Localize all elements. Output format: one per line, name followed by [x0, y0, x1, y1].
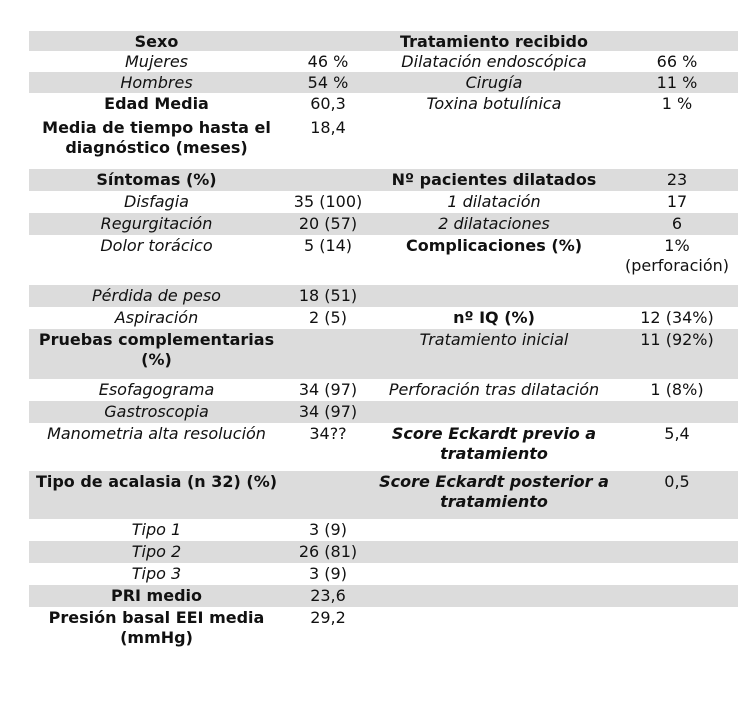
table-cell-c1: PRI medio — [110, 586, 203, 605]
table-cell-c2: 3 (9) — [309, 564, 347, 583]
table-cell-c2: 35 (100) — [293, 192, 363, 211]
table-row — [29, 93, 738, 117]
table-cell-c3: Score Eckardt posterior a tratamiento — [379, 472, 609, 511]
table-cell-c4: 66 % — [656, 52, 698, 71]
table-cell-c2: 54 % — [307, 73, 349, 92]
table-cell-c4 — [616, 117, 738, 118]
table-cell-c3 — [372, 563, 616, 564]
table-cell-c3: Dilatación endoscópica — [401, 52, 587, 71]
table-row — [29, 541, 738, 563]
table-cell-c4 — [616, 541, 738, 542]
table-row — [29, 585, 738, 607]
table-cell-c3 — [372, 401, 616, 402]
table-row — [29, 607, 738, 657]
table-cell-c3 — [372, 117, 616, 118]
table-cell-c4: 23 — [666, 170, 688, 189]
table-cell-c4 — [616, 401, 738, 402]
table-cell-c3 — [372, 585, 616, 586]
table-cell-c3: Toxina botulínica — [426, 94, 562, 113]
table-cell-c2: 5 (14) — [303, 236, 353, 255]
table-cell-c2: 29,2 — [310, 608, 346, 627]
table-cell-c2 — [284, 31, 372, 32]
table-cell-c3: Nº pacientes dilatados — [391, 170, 597, 189]
table-cell-c1: Pérdida de peso — [92, 286, 221, 305]
table-cell-c1: Tipo 1 — [131, 520, 182, 539]
table-row — [29, 285, 738, 307]
table-cell-c1: Presión basal EEI media (mmHg) — [48, 608, 265, 647]
table-row — [29, 563, 738, 585]
table-cell-c2: 18,4 — [310, 118, 346, 137]
table-cell-c3: 2 dilataciones — [438, 214, 550, 233]
table-cell-c4 — [616, 285, 738, 286]
table-cell-c2: 34 (97) — [298, 380, 358, 399]
table-cell-c1: Tipo 2 — [131, 542, 182, 561]
table-cell-c4: 6 — [671, 214, 683, 233]
table-row — [29, 31, 738, 51]
table-row — [29, 235, 738, 285]
table-cell-c3: Perforación tras dilatación — [388, 380, 600, 399]
table-row — [29, 191, 738, 213]
table-cell-c4: 1 % — [661, 94, 693, 113]
table-cell-c1: Tipo 3 — [131, 564, 182, 583]
table-cell-c4: 1 (8%) — [650, 380, 704, 399]
table-row — [29, 471, 738, 519]
table-cell-c4: 11 % — [656, 73, 698, 92]
table-cell-c4 — [616, 607, 738, 608]
table-cell-c3: 1 dilatación — [447, 192, 541, 211]
table-cell-c1: Dolor torácico — [100, 236, 213, 255]
table-cell-c3 — [372, 519, 616, 520]
table-cell-c1: Mujeres — [125, 52, 188, 71]
table-cell-c2: 60,3 — [310, 94, 346, 113]
table-cell-c1: Hombres — [120, 73, 193, 92]
table-cell-c3: nº IQ (%) — [453, 308, 535, 327]
table-cell-c2: 26 (81) — [298, 542, 358, 561]
table-cell-c2: 2 (5) — [309, 308, 347, 327]
table-cell-c1: Sexo — [134, 32, 179, 51]
table-cell-c4: 5,4 — [664, 424, 690, 443]
data-table — [29, 31, 738, 657]
table-cell-c4 — [616, 519, 738, 520]
table-cell-c1: Aspiración — [114, 308, 199, 327]
table-cell-c1: Regurgitación — [100, 214, 213, 233]
table-cell-c3: Tratamiento inicial — [419, 330, 569, 349]
table-cell-c1: Media de tiempo hasta el diagnóstico (meses) — [42, 118, 271, 157]
table-cell-c1: Gastroscopia — [104, 402, 209, 421]
table-cell-c2: 34 (97) — [298, 402, 358, 421]
table-cell-c4 — [616, 563, 738, 564]
table-row — [29, 379, 738, 401]
table-cell-c2: 3 (9) — [309, 520, 347, 539]
table-cell-c4 — [616, 585, 738, 586]
table-cell-c2 — [284, 169, 372, 170]
table-row — [29, 401, 738, 423]
table-cell-c3 — [372, 607, 616, 608]
table-row — [29, 423, 738, 471]
table-cell-c2: 20 (57) — [298, 214, 358, 233]
table-row — [29, 329, 738, 379]
table-cell-c1: Disfagia — [124, 192, 189, 211]
table-cell-c1: Síntomas (%) — [96, 170, 217, 189]
table-cell-c3 — [372, 285, 616, 286]
table-cell-c4 — [616, 31, 738, 32]
table-cell-c4: 17 — [666, 192, 688, 211]
table-cell-c3: Cirugía — [465, 73, 523, 92]
table-cell-c1: Esofagograma — [98, 380, 215, 399]
table-cell-c3: Score Eckardt previo a tratamiento — [391, 424, 597, 463]
table-row — [29, 117, 738, 169]
table-row — [29, 307, 738, 329]
table-cell-c2: 23,6 — [310, 586, 346, 605]
table-cell-c3 — [372, 541, 616, 542]
table-cell-c4: 11 (92%) — [640, 330, 714, 349]
table-cell-c1: Tipo de acalasia (n 32) (%) — [35, 472, 278, 491]
table-cell-c1: Edad Media — [104, 94, 209, 113]
table-row — [29, 519, 738, 541]
table-cell-c1: Manometria alta resolución — [47, 424, 266, 443]
table-row — [29, 213, 738, 235]
table-row — [29, 51, 738, 72]
table-row — [29, 72, 738, 93]
table-cell-c2 — [284, 471, 372, 472]
table-cell-c2: 18 (51) — [298, 286, 358, 305]
table-cell-c2 — [284, 329, 372, 330]
table-cell-c1: Pruebas complementarias (%) — [38, 330, 275, 369]
table-cell-c4: 1% (perforación) — [624, 236, 730, 275]
table-cell-c3: Complicaciones (%) — [405, 236, 583, 255]
table-cell-c2: 46 % — [307, 52, 349, 71]
table-cell-c4: 0,5 — [664, 472, 690, 491]
table-cell-c3: Tratamiento recibido — [400, 32, 588, 51]
table-cell-c4: 12 (34%) — [640, 308, 714, 327]
table-row — [29, 169, 738, 191]
table-cell-c2: 34?? — [309, 424, 347, 443]
